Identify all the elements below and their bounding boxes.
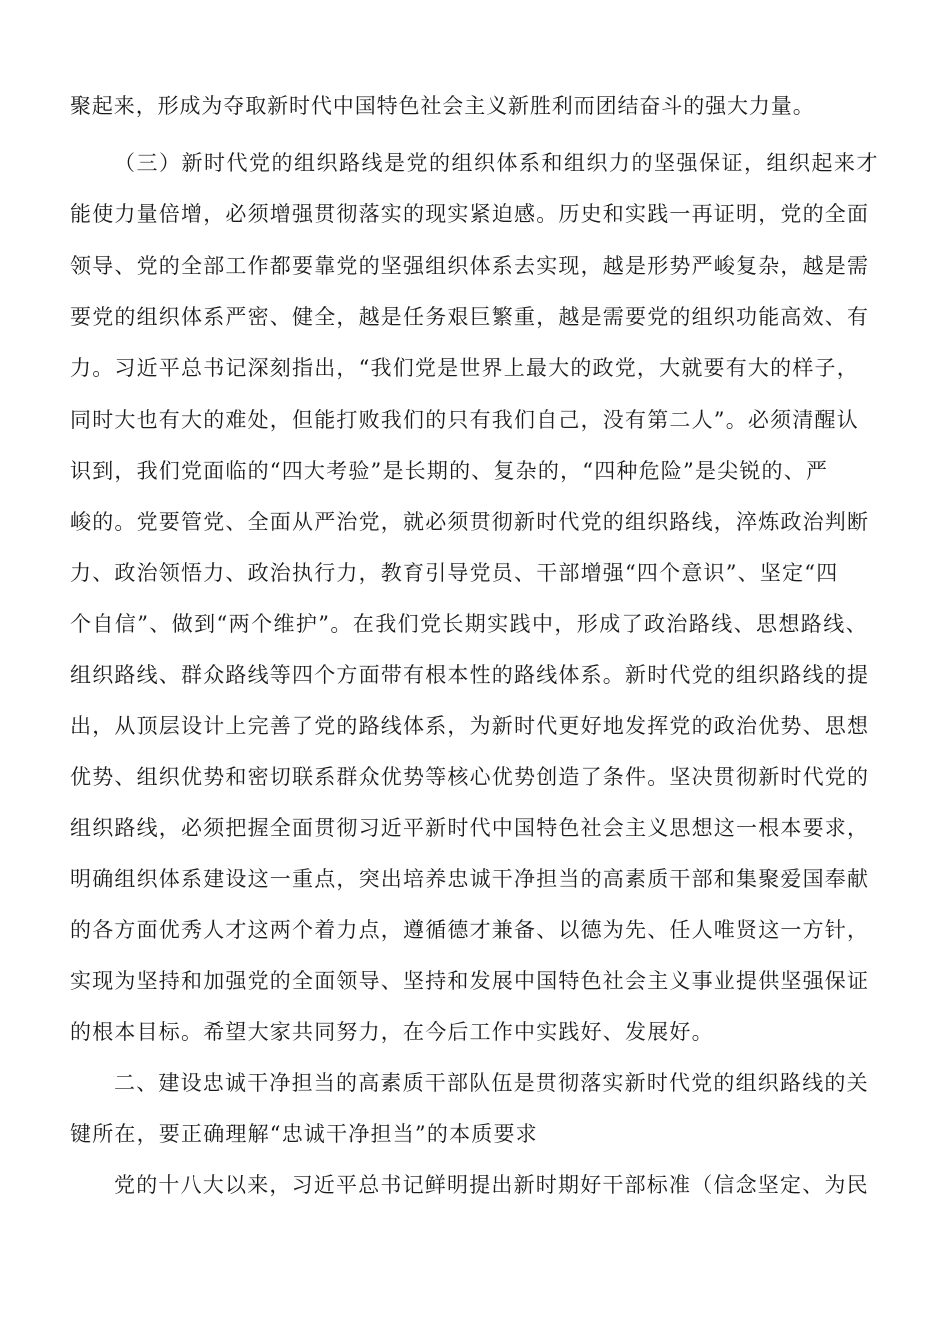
text-line: 个自信”、做到“两个维护”。在我们党长期实践中，形成了政治路线、思想路线、 [70, 612, 869, 636]
text-line: 优势、组织优势和密切联系群众优势等核心优势创造了条件。坚决贯彻新时代党的 [70, 765, 870, 789]
text-line: 同时大也有大的难处，但能打败我们的只有我们自己，没有第二人”。必须清醒认 [70, 408, 859, 432]
text-line: 聚起来，形成为夺取新时代中国特色社会主义新胜利而团结奋斗的强大力量。 [70, 94, 815, 118]
text-line: 识到，我们党面临的“四大考验”是长期的、复杂的，“四种危险”是尖锐的、严 [70, 459, 829, 483]
text-line: 的各方面优秀人才这两个着力点，遵循德才兼备、以德为先、任人唯贤这一方针， [70, 918, 870, 942]
text-line: 领导、党的全部工作都要靠党的坚强组织体系去实现，越是形势严峻复杂，越是需 [70, 254, 870, 278]
text-line: 峻的。党要管党、全面从严治党，就必须贯彻新时代党的组织路线，淬炼政治判断 [70, 510, 870, 534]
text-line: 力、政治领悟力、政治执行力，教育引导党员、干部增强“四个意识”、坚定“四 [70, 561, 839, 585]
text-line: 力。习近平总书记深刻指出，“我们党是世界上最大的政党，大就要有大的样子， [70, 356, 859, 380]
section-heading-3: （三）新时代党的组织路线是党的组织体系和组织力的坚强保证，组织起来才 [114, 151, 879, 175]
text-line: 的根本目标。希望大家共同努力，在今后工作中实践好、发展好。 [70, 1020, 714, 1044]
text-line: 能使力量倍增，必须增强贯彻落实的现实紧迫感。历史和实践一再证明，党的全面 [70, 202, 870, 226]
section-heading-2-continued: 键所在，要正确理解“忠诚干净担当”的本质要求 [70, 1122, 538, 1146]
text-line: 组织路线，必须把握全面贯彻习近平新时代中国特色社会主义思想这一根本要求， [70, 816, 870, 840]
text-line: 要党的组织体系严密、健全，越是任务艰巨繁重，越是需要党的组织功能高效、有 [70, 305, 870, 329]
text-line: 出，从顶层设计上完善了党的路线体系，为新时代更好地发挥党的政治优势、思想 [70, 714, 870, 738]
text-line: 明确组织体系建设这一重点，突出培养忠诚干净担当的高素质干部和集聚爱国奉献 [70, 867, 870, 891]
text-line: 组织路线、群众路线等四个方面带有根本性的路线体系。新时代党的组织路线的提 [70, 663, 870, 687]
section-heading-2: 二、建设忠诚干净担当的高素质干部队伍是贯彻落实新时代党的组织路线的关 [114, 1071, 869, 1095]
text-line: 党的十八大以来，习近平总书记鲜明提出新时期好干部标准（信念坚定、为民 [114, 1173, 869, 1197]
text-line: 实现为坚持和加强党的全面领导、坚持和发展中国特色社会主义事业提供坚强保证 [70, 969, 870, 993]
